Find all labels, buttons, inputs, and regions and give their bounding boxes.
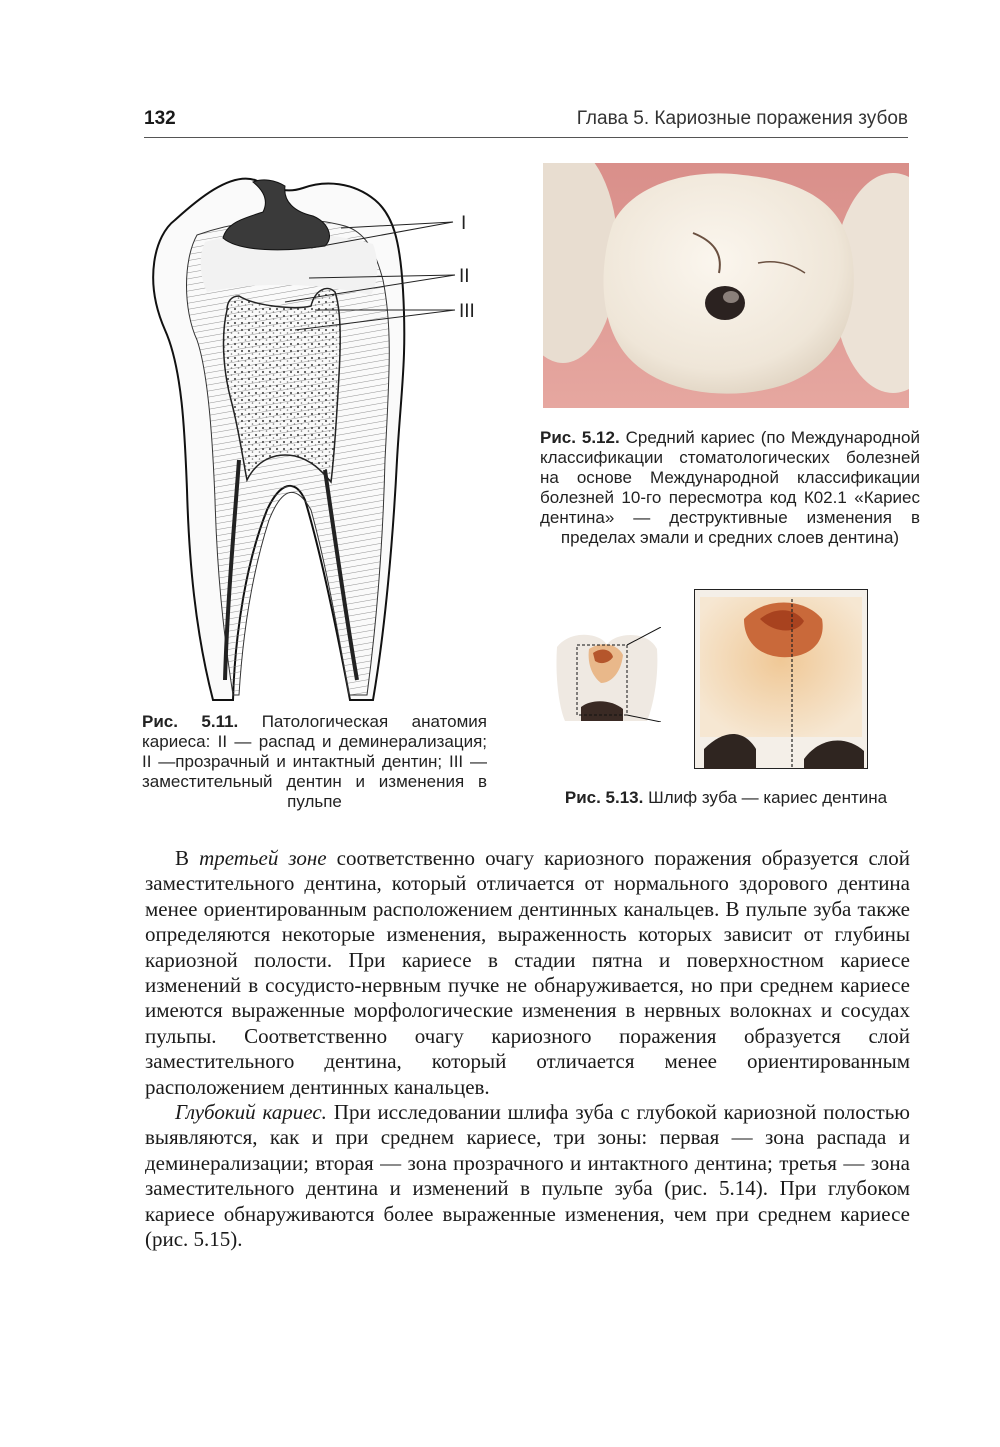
italic-term: третьей зоне	[199, 846, 327, 870]
paragraph-third-zone: В третьей зоне соответственно очагу кариозного поражения образуется слой заместительного дентина, который отличается от нормального здорового дентина менее ориентированным расположением дентинных канальцев. В пульпе зуба также определяются некоторые изменения, выраженность которых зависит от глубины кариозной полости. При кариесе в стадии пятна и поверхностном кариесе изменений в сосудисто-нервным пучке не обнаруживается, но при среднем кариесе имеются выраженные морфологические изменения в нервных волокнах и сосудах пульпы. Соответственно очагу кариозного поражения образуется слой заместительного дентина, который отличается менее ориентированным расположением дентинных канальцев.	[145, 846, 910, 1099]
italic-heading: Глубокий кариес.	[175, 1100, 327, 1125]
caption-label: Рис. 5.11.	[142, 712, 239, 731]
running-head: Глава 5. Кариозные поражения зубов	[576, 108, 908, 129]
figure-5-11-caption	[142, 712, 487, 812]
header-rule	[144, 137, 908, 138]
caption-label: Рис. 5.12.	[540, 428, 620, 447]
zone-label-1: I	[461, 213, 467, 234]
paragraph-deep-caries: Глубокий кариес. При исследовании шлифа зуба с глубокой кариозной полостью выявляются, как и при среднем кариесе, три зоны: первая — зона распада и деминерализации; вторая — зона прозрачного и интактного дентина; третья — зона заместительного дентина и изменений в пульпе зуба (рис. 5.14). При глубоком кариесе обнаруживаются более выраженные изменения, чем при среднем кариесе (рис. 5.15).	[145, 1100, 910, 1252]
tooth-section-photo-small	[551, 627, 661, 722]
caption-text: Патологическая анатомия кариеса: II — распад и деминерализация; II —прозрачный и интактный дентин; III — заместительный дентин и изменения в пульпе	[142, 712, 487, 811]
caption-text: Средний кариес (по Международной классификации стоматологических болезней на основе Международной классификации болезней 10-го пересмотра код К02.1 «Кариес дентина» — деструктивные изменения в пределах эмали и средних слоев дентина)	[540, 428, 920, 547]
tooth-section-photo-magnified	[694, 589, 868, 769]
figure-5-13-caption	[556, 788, 896, 808]
tooth-cross-section-diagram	[135, 160, 495, 705]
caption-label: Рис. 5.13.	[564, 788, 644, 807]
molar-caries-photo	[543, 163, 909, 408]
page-number: 132	[144, 108, 176, 129]
body-text	[145, 846, 910, 1253]
zone-label-3: III	[459, 301, 475, 322]
figure-5-12-caption	[540, 428, 920, 548]
caption-text: Шлиф зуба — кариес дентина	[648, 788, 888, 807]
zone-label-2: II	[459, 266, 470, 287]
